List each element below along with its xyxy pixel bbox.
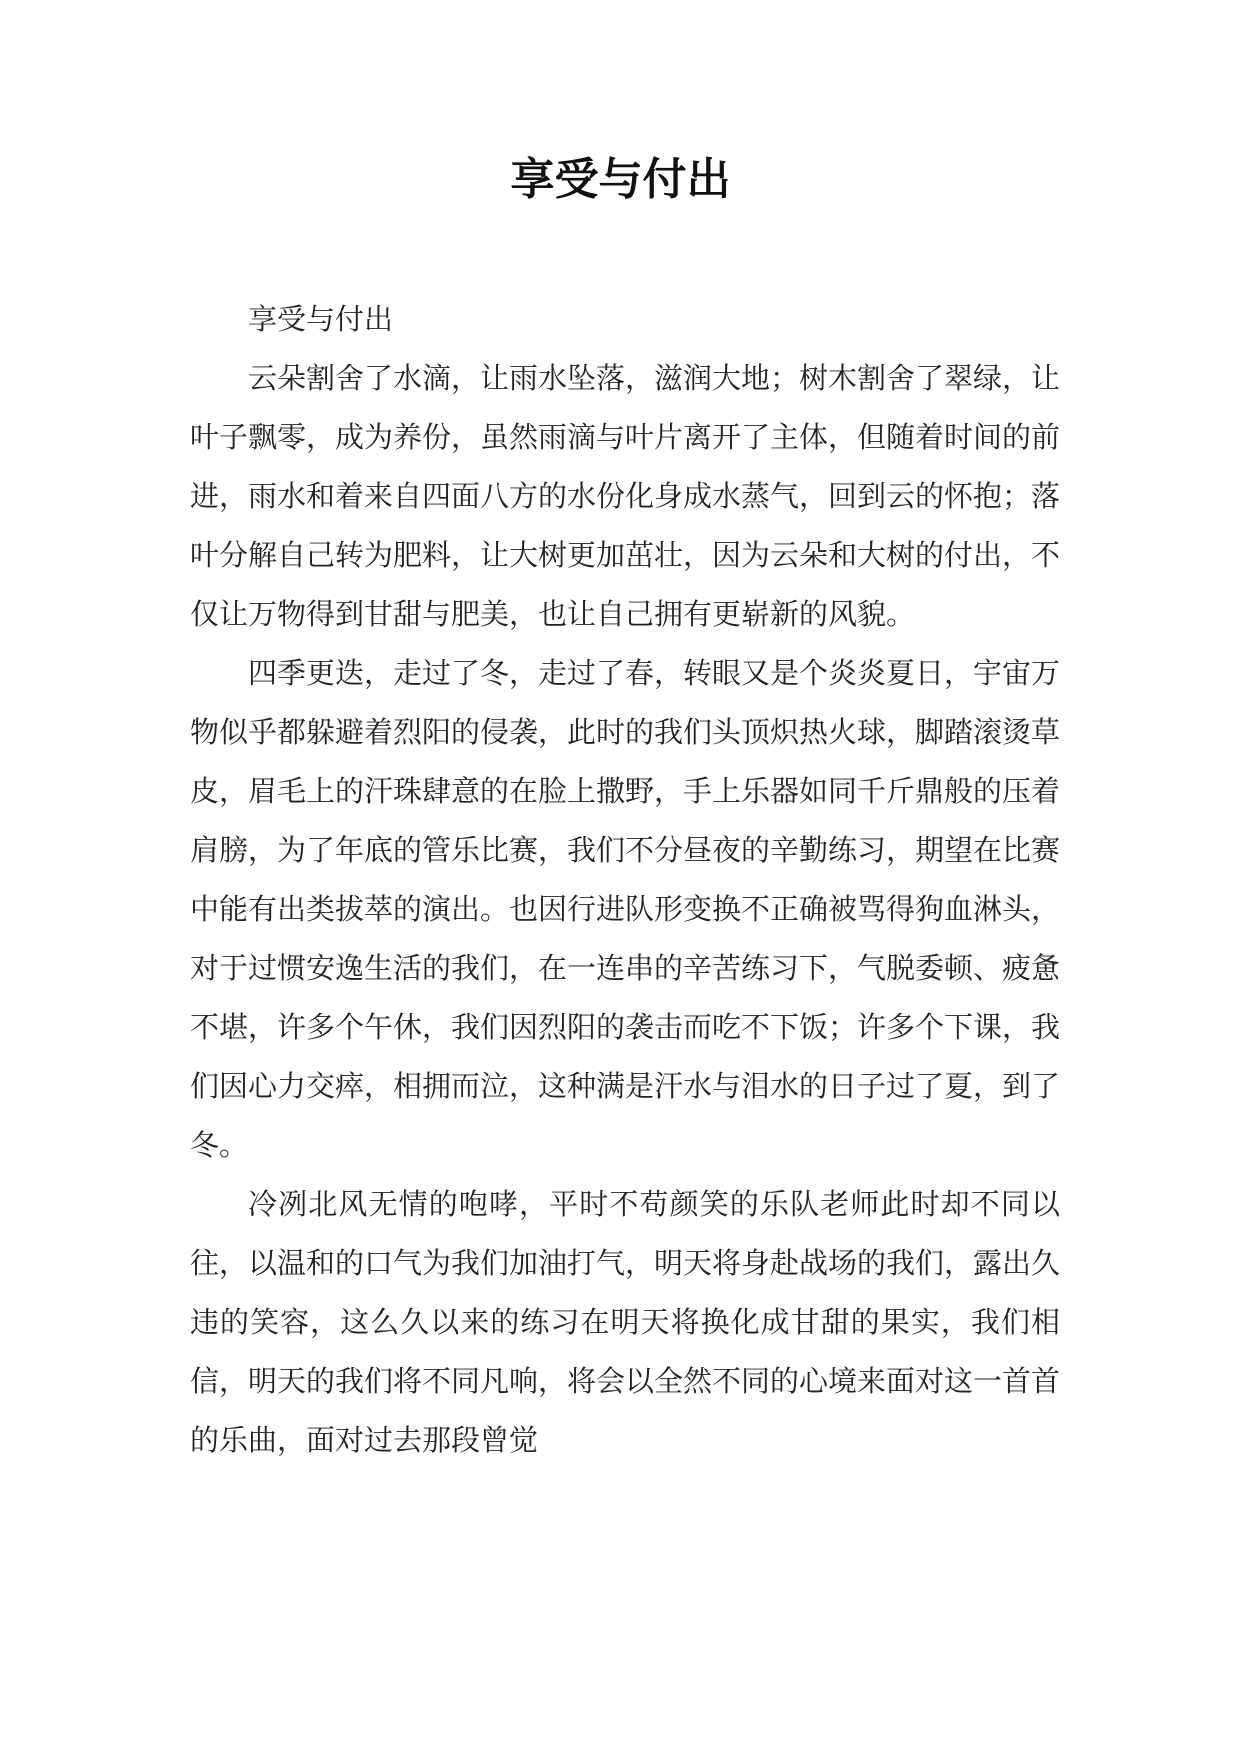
document-title: 享受与付出: [510, 154, 731, 205]
paragraph: 四季更迭，走过了冬，走过了春，转眼又是个炎炎夏日，宇宙万物似乎都躲避着烈阳的侵袭，此时的我们头顶炽热火球，脚踏滚烫草皮，眉毛上的汗珠肆意的在脸上撒野，手上乐器如同千斤鼎般的压着肩膀，为了年底的管乐比赛，我们不分昼夜的辛勤练习，期望在比赛中能有出类拔萃的演出。也因行进队形变换不正确被骂得狗血淋头，对于过惯安逸生活的我们，在一连串的辛苦练习下，气脱委顿、疲惫不堪，许多个午休，我们因烈阳的袭击而吃不下饭；许多个下课，我们因心力交瘁，相拥而泣，这种满是汗水与泪水的日子过了夏，到了冬。: [190, 656, 1061, 1162]
paragraph: 云朵割舍了水滴，让雨水坠落，滋润大地；树木割舍了翠绿，让叶子飘零，成为养份，虽然雨滴与叶片离开了主体，但随着时间的前进，雨水和着来自四面八方的水份化身成水蒸气，回到云的怀抱；落叶分解自己转为肥料，让大树更加茁壮，因为云朵和大树的付出，不仅让万物得到甘甜与肥美，也让自己拥有更崭新的风貌。: [190, 361, 1061, 631]
document-body: [190, 290, 1060, 1470]
paragraph: 冷冽北风无情的咆哮，平时不苟颜笑的乐队老师此时却不同以往，以温和的口气为我们加油打气，明天将身赴战场的我们，露出久违的笑容，这么久以来的练习在明天将换化成甘甜的果实，我们相信，明天的我们将不同凡响，将会以全然不同的心境来面对这一首首的乐曲，面对过去那段曾觉: [190, 1187, 1061, 1457]
paragraph-subtitle: 享受与付出: [248, 302, 394, 336]
